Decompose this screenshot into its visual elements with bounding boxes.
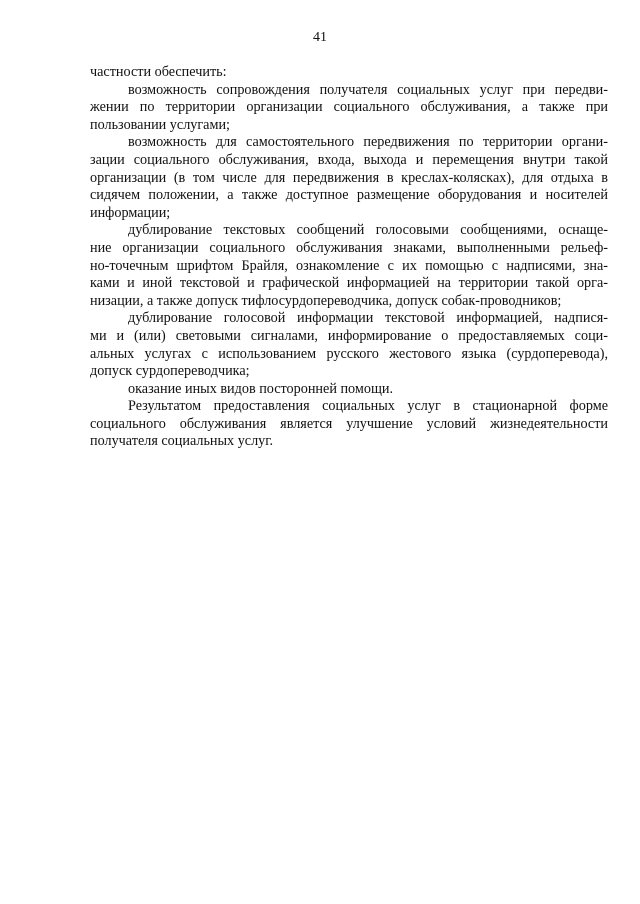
text-line: ми и (или) световыми сигналами, информирование о предоставляемых соци- bbox=[90, 327, 608, 344]
text-line: ками и иной текстовой и графической информацией на территории такой орга- bbox=[90, 275, 608, 292]
text-line: возможность сопровождения получателя социальных услуг при передви- bbox=[128, 81, 608, 98]
paragraph-text-duplication bbox=[90, 222, 608, 310]
text-line: сидячем положении, а также доступное размещение оборудования и носителей bbox=[90, 187, 608, 204]
text-line: жении по территории организации социального обслуживания, а также при bbox=[90, 99, 608, 116]
text-line: низации, а также допуск тифлосурдопереводчика, допуск собак-проводников; bbox=[90, 292, 562, 309]
paragraph-result bbox=[90, 398, 608, 451]
paragraph-intro bbox=[90, 64, 608, 82]
text-line: возможность для самостоятельного передвижения по территории органи- bbox=[128, 134, 608, 151]
text-line: оказание иных видов посторонней помощи. bbox=[128, 380, 394, 397]
paragraph-independent-movement bbox=[90, 134, 608, 222]
text-line: организации (в том числе для передвижения в креслах-колясках), для отдыха в bbox=[90, 169, 608, 186]
text-line: альных услугах с использованием русского жестового языка (сурдоперевода), bbox=[90, 345, 608, 362]
paragraph-escort bbox=[90, 82, 608, 135]
text-line: но-точечным шрифтом Брайля, ознакомление с их помощью с надписями, зна- bbox=[90, 257, 608, 274]
text-line: дублирование голосовой информации текстовой информацией, надпися- bbox=[128, 310, 608, 327]
text-line: социального обслуживания является улучшение условий жизнедеятельности bbox=[90, 415, 608, 432]
paragraph-voice-duplication bbox=[90, 310, 608, 380]
text-line: информации; bbox=[90, 204, 171, 221]
text-line: пользовании услугами; bbox=[90, 116, 230, 133]
paragraph-other-help bbox=[90, 381, 608, 399]
text-line: частности обеспечить: bbox=[90, 64, 227, 80]
text-line: дублирование текстовых сообщений голосовыми сообщениями, оснаще- bbox=[128, 222, 608, 239]
text-line: допуск сурдопереводчика; bbox=[90, 363, 250, 380]
text-line: получателя социальных услуг. bbox=[90, 433, 274, 450]
page-number: 41 bbox=[313, 30, 327, 45]
text-line: Результатом предоставления социальных услуг в стационарной форме bbox=[128, 398, 608, 415]
text-line: ние организации социального обслуживания знаками, выполненными рельеф- bbox=[90, 239, 608, 256]
document-body bbox=[90, 64, 608, 451]
text-line: зации социального обслуживания, входа, выхода и перемещения внутри такой bbox=[90, 151, 608, 168]
